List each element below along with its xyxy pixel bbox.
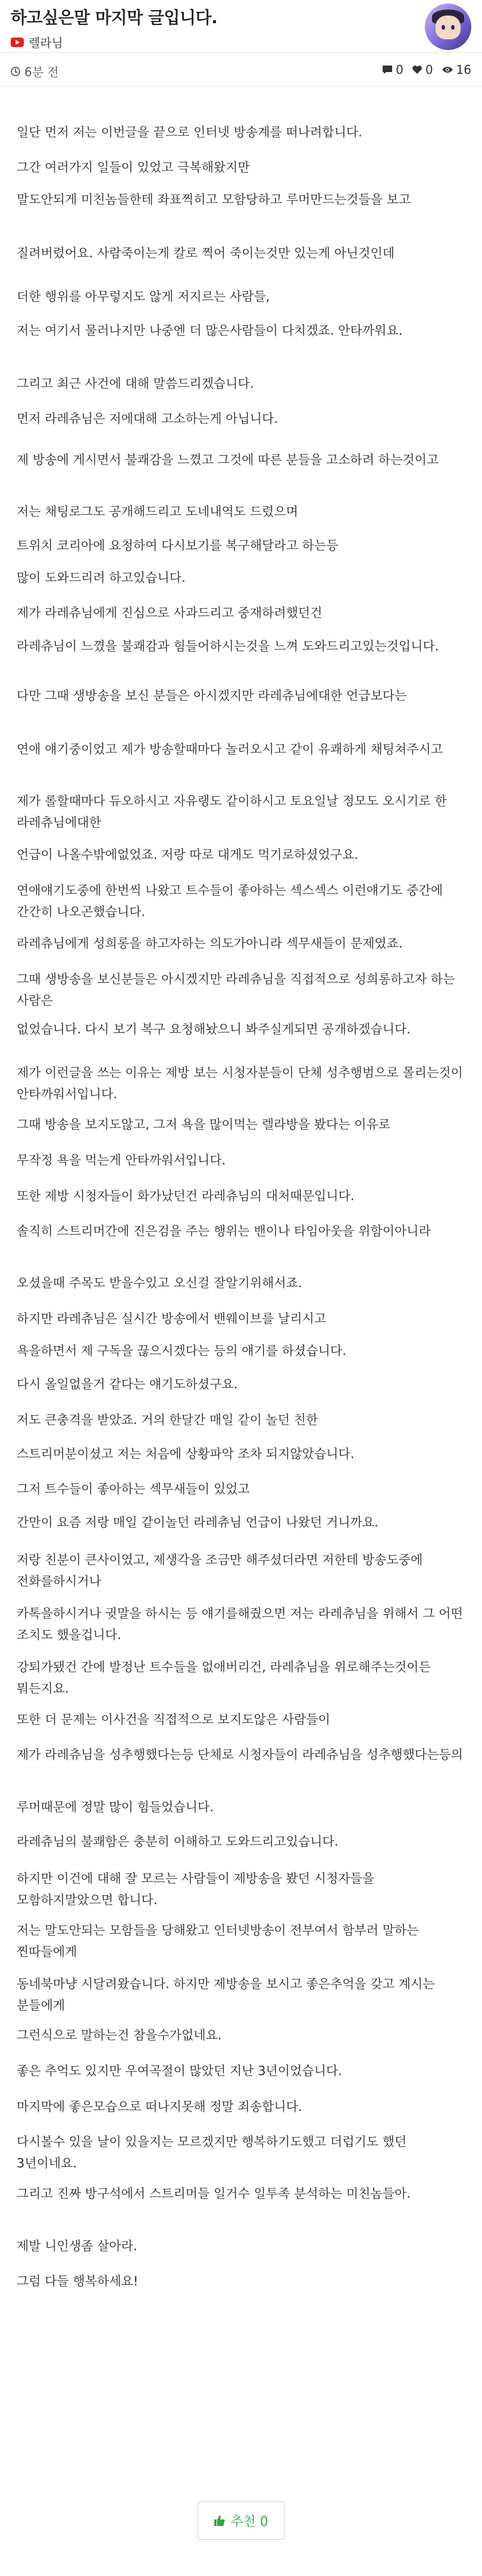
paragraph: 먼저 라레츄님은 저에대해 고소하는게 아닙니다. bbox=[17, 412, 278, 426]
post-time-text: 6분 전 bbox=[24, 65, 59, 79]
paragraph: 카톡을하시거나 귓말을 하시는 등 얘기를해줬으면 저는 라레츄님을 위해서 그 어떤 조치도 했을겁니다. bbox=[17, 1606, 463, 1642]
paragraph: 제가 이런글을 쓰는 이유는 제방 보는 시청자분들이 단체 성추행범으로 몰리는것이 안타까워서입니다. bbox=[17, 1066, 463, 1101]
paragraph: 그저 트수들이 좋아하는 섹무새들이 있었고 bbox=[17, 1482, 250, 1496]
paragraph: 저는 말도안되는 모함들을 당해왔고 인터넷방송이 전부여서 함부러 말하는 찐따들에게 bbox=[17, 1923, 419, 1959]
paragraph: 많이 도와드리려 하고있습니다. bbox=[17, 571, 186, 585]
youtube-icon bbox=[11, 38, 24, 47]
paragraph: 라레츄님의 불쾌함은 충분히 이해하고 도와드리고있습니다. bbox=[17, 1834, 339, 1849]
avatar[interactable] bbox=[425, 4, 471, 50]
paragraph: 언급이 나올수밖에없었죠. 저랑 따로 대게도 먹기로하셨었구요. bbox=[17, 848, 359, 862]
paragraph: 저는 채팅로그도 공개해드리고 도네내역도 드렸으며 bbox=[17, 504, 298, 519]
eye-icon bbox=[442, 66, 453, 74]
paragraph: 욕을하면서 제 구독을 끊으시겠다는 등의 얘기를 하셨습니다. bbox=[17, 1344, 346, 1358]
paragraph: 간만이 요즘 저랑 매일 같이놀던 라레츄님 언급이 나왔던 거니까요. bbox=[17, 1515, 378, 1530]
paragraph: 솔직히 스트리머간에 진은검을 주는 행위는 밴이나 타임아웃을 위함이아니라 bbox=[17, 1224, 431, 1238]
paragraph: 무작정 욕을 먹는게 안타까워서입니다. bbox=[17, 1153, 226, 1167]
paragraph: 그럼 다들 행복하세요! bbox=[17, 2274, 139, 2288]
comment-count[interactable] bbox=[382, 63, 403, 77]
paragraph: 제가 롤할때마다 듀오하시고 자유랭도 같이하시고 토요일날 정모도 오시기로 한 라레츄님에대한 bbox=[17, 794, 447, 830]
paragraph: 하지만 라레츄님은 실시간 방송에서 밴웨이브를 날리시고 bbox=[17, 1312, 327, 1326]
comment-icon bbox=[382, 65, 393, 74]
paragraph: 연애얘기도중에 한번씩 나왔고 트수들이 좋아하는 섹스섹스 이런얘기도 중간에 간간히 나오곤했습니다. bbox=[17, 883, 443, 919]
paragraph: 더한 행위를 아무렇지도 않게 저지르는 사람들, bbox=[17, 289, 270, 304]
paragraph: 다시 올일없을거 같다는 얘기도하셨구요. bbox=[17, 1377, 238, 1391]
paragraph: 말도안되게 미친놈들한테 좌표찍히고 모함당하고 루머만드는것들을 보고 bbox=[17, 192, 411, 207]
paragraph: 또한 제방 시청자들이 화가났던건 라레츄님의 대처때문입니다. bbox=[17, 1189, 355, 1203]
paragraph: 또한 더 문제는 이사건을 직접적으로 보지도않은 사람들이 bbox=[17, 1712, 330, 1727]
paragraph: 라레츄님이 느꼈을 불쾌감과 힘들어하시는것을 느껴 도와드리고있는것입니다. bbox=[17, 639, 439, 653]
thumbs-up-icon bbox=[214, 2515, 226, 2527]
paragraph: 마지막에 좋은모습으로 떠나지못해 정말 죄송합니다. bbox=[17, 2100, 302, 2114]
view-count-text: 16 bbox=[456, 63, 471, 77]
paragraph: 다만 그때 생방송을 보신 분들은 아시겠지만 라레츄님에대한 언급보다는 bbox=[17, 689, 407, 703]
paragraph: 스트리머분이셨고 저는 처음에 상황파악 조차 되지않았습니다. bbox=[17, 1447, 355, 1461]
paragraph: 저도 큰충격을 받았죠. 거의 한달간 매일 같이 놀던 친한 bbox=[17, 1413, 318, 1427]
post-title: 하고싶은말 마지막 글입니다. bbox=[11, 8, 218, 27]
paragraph: 일단 먼저 저는 이번글을 끝으로 인터넷 방송계를 떠나려합니다. bbox=[17, 125, 362, 139]
paragraph: 좋은 추억도 있지만 우여곡절이 많았던 지난 3년이었습니다. bbox=[17, 2064, 342, 2078]
paragraph: 그때 방송을 보지도않고, 그저 욕을 많이먹는 렐라방을 봤다는 이유로 bbox=[17, 1117, 391, 1132]
paragraph: 연애 얘기중이었고 제가 방송할때마다 놀러오시고 같이 유쾌하게 채팅쳐주시고 bbox=[17, 742, 443, 756]
clock-icon bbox=[11, 67, 20, 76]
author-name[interactable]: 렐라님 bbox=[29, 36, 63, 50]
like-count-text: 0 bbox=[425, 63, 433, 77]
recommend-label: 추천 0 bbox=[230, 2514, 268, 2530]
paragraph: 트위치 코리아에 요청하여 다시보기를 복구해달라고 하는등 bbox=[17, 538, 339, 553]
paragraph: 다시볼수 있을 날이 있을지는 모르겠지만 행복하기도했고 더럽기도 했던 3년이네요. bbox=[17, 2135, 407, 2170]
paragraph: 하지만 이건에 대해 잘 모르는 사람들이 제방송을 봤던 시청자들을 모함하지말았으면 합니다. bbox=[17, 1871, 375, 1907]
avatar-face bbox=[436, 15, 461, 39]
like-count[interactable] bbox=[412, 63, 433, 77]
recommend-area bbox=[0, 2502, 482, 2540]
post-stats bbox=[374, 63, 471, 77]
paragraph: 강퇴가됐건 간에 발정난 트수들을 없애버리건, 라레츄님을 위로해주는것이든 뭐든지요. bbox=[17, 1660, 431, 1696]
paragraph: 그리고 최근 사건에 대해 말씀드리겠습니다. bbox=[17, 376, 254, 391]
post-meta bbox=[0, 53, 482, 87]
paragraph: 저는 여기서 물러나지만 나중엔 더 많은사람들이 다치겠죠. 안타까워요. bbox=[17, 323, 403, 338]
view-count bbox=[442, 63, 471, 77]
paragraph: 그런식으로 말하는건 참을수가없네요. bbox=[17, 2028, 222, 2042]
avatar-eye bbox=[442, 25, 445, 30]
comment-count-text: 0 bbox=[396, 63, 403, 77]
recommend-button[interactable] bbox=[198, 2502, 284, 2540]
paragraph: 제발 니인생좀 살아라. bbox=[17, 2239, 137, 2253]
paragraph: 동네북마냥 시달려왔습니다. 하지만 제방송을 보시고 좋은추억을 갖고 계시는 분들에게 bbox=[17, 1977, 435, 2013]
paragraph: 저랑 친분이 큰사이였고, 제생각을 조금만 해주셨더라면 저한테 방송도중에 전화를하시거나 bbox=[17, 1553, 423, 1588]
paragraph: 제가 라레츄님을 성추행했다는등 단체로 시청자들이 라레츄님을 성추행했다는등의 bbox=[17, 1748, 464, 1762]
post-time bbox=[11, 63, 59, 80]
avatar-eye bbox=[451, 25, 455, 30]
post-header bbox=[0, 0, 482, 53]
heart-icon bbox=[412, 65, 422, 74]
paragraph: 질려버렸어요. 사람죽이는게 칼로 찍어 죽이는것만 있는게 아닌것인데 bbox=[17, 246, 395, 260]
paragraph: 그리고 진짜 방구석에서 스트리머들 일거수 일투족 분석하는 미친놈들아. bbox=[17, 2186, 411, 2201]
paragraph: 그때 생방송을 보신분들은 아시겠지만 라레츄님을 직접적으로 성희롱하고자 하는 사람은 bbox=[17, 972, 455, 1008]
paragraph: 루머때문에 정말 많이 힘들었습니다. bbox=[17, 1800, 214, 1814]
paragraph: 라레츄님에게 성희롱을 하고자하는 의도가아니라 섹무새들이 문제였죠. bbox=[17, 936, 403, 951]
paragraph: 제가 라레츄님에게 진심으로 사과드리고 중재하려했던건 bbox=[17, 606, 323, 620]
paragraph: 없었습니다. 다시 보기 복구 요청해놨으니 봐주실게되면 공개하겠습니다. bbox=[17, 1022, 411, 1036]
paragraph: 오셨을때 주목도 받을수있고 오신걸 잘알기위해서죠. bbox=[17, 1276, 302, 1290]
author-row[interactable] bbox=[11, 33, 63, 51]
paragraph: 그간 여러가지 일들이 있었고 극복해왔지만 bbox=[17, 160, 250, 175]
paragraph: 제 방송에 게시면서 불쾌감을 느꼈고 그것에 따른 분들을 고소하려 하는것이고 bbox=[17, 453, 439, 467]
